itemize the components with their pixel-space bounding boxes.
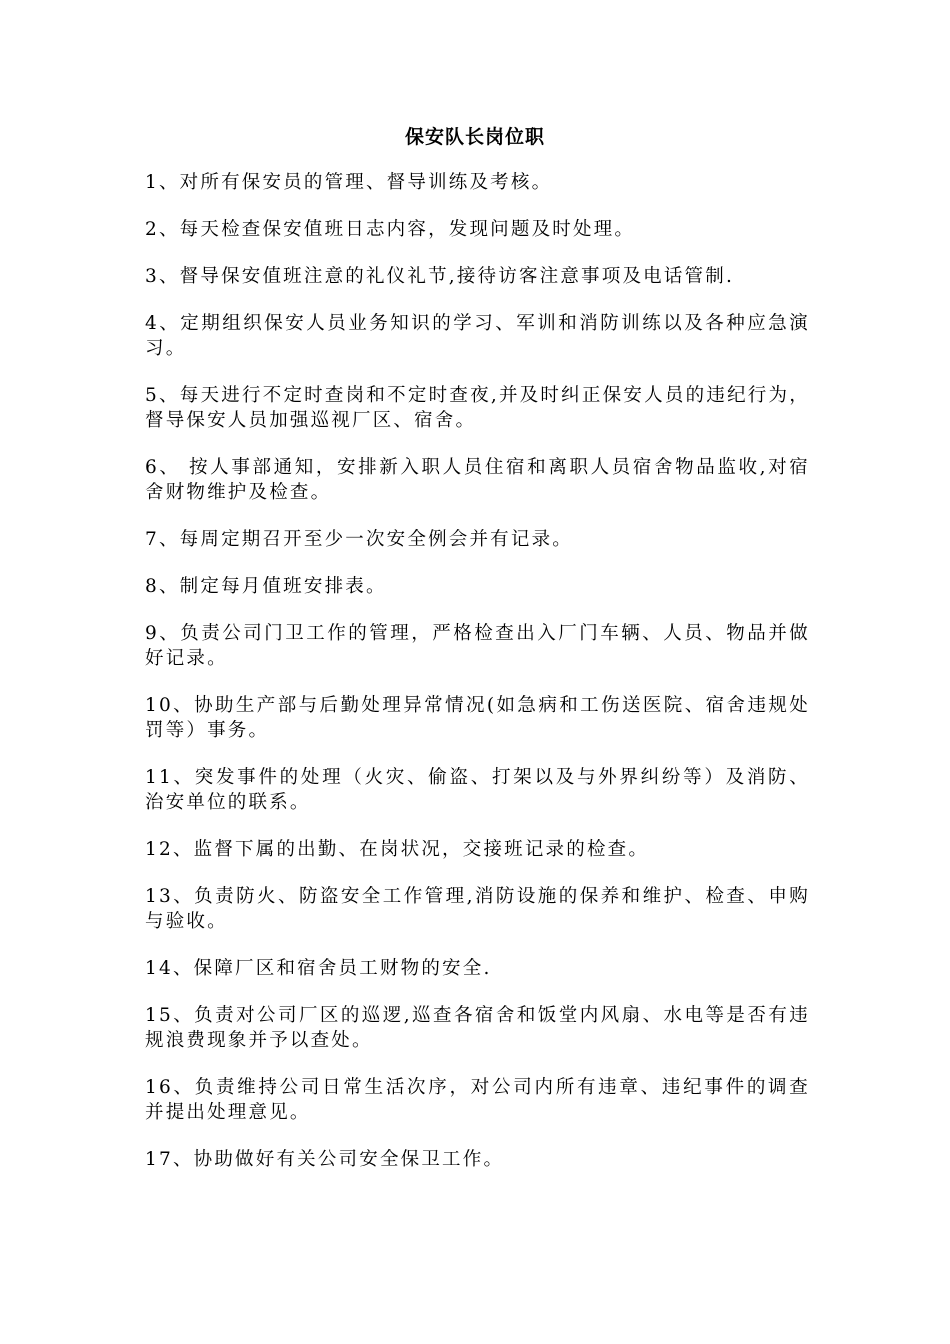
duty-item-8: 8、制定每月值班安排表。	[145, 576, 387, 597]
duty-item-6: 6、 按人事部通知，安排新入职人员住宿和离职人员宿舍物品监收,对宿舍财物维护及检查。	[145, 457, 810, 503]
duty-item-16: 16、负责维持公司日常生活次序，对公司内所有违章、违纪事件的调查并提出处理意见。	[145, 1077, 810, 1123]
duty-item-3: 3、督导保安值班注意的礼仪礼节,接待访客注意事项及电话管制.	[145, 266, 735, 287]
duty-item-11: 11、突发事件的处理（火灾、偷盗、打架以及与外界纠纷等）及消防、治安单位的联系。	[145, 767, 810, 813]
document-title: 保安队长岗位职	[404, 126, 545, 148]
duty-item-7: 7、每周定期召开至少一次安全例会并有记录。	[145, 529, 573, 550]
duty-item-5: 5、每天进行不定时查岗和不定时查夜,并及时纠正保安人员的违纪行为，督导保安人员加强巡视厂区、宿舍。	[145, 385, 810, 431]
duty-item-9: 9、负责公司门卫工作的管理，严格检查出入厂门车辆、人员、物品并做好记录。	[145, 623, 810, 669]
duty-item-13: 13、负责防火、防盗安全工作管理,消防设施的保养和维护、检查、申购与验收。	[145, 886, 810, 932]
duty-item-14: 14、保障厂区和宿舍员工财物的安全.	[145, 958, 492, 979]
duty-item-12: 12、监督下属的出勤、在岗状况，交接班记录的检查。	[145, 839, 650, 860]
duty-item-17: 17、协助做好有关公司安全保卫工作。	[145, 1149, 505, 1170]
duty-item-4: 4、定期组织保安人员业务知识的学习、军训和消防训练以及各种应急演习。	[145, 313, 810, 359]
duty-item-1: 1、对所有保安员的管理、督导训练及考核。	[145, 172, 553, 193]
duty-item-15: 15、负责对公司厂区的巡逻,巡查各宿舍和饭堂内风扇、水电等是否有违规浪费现象并予以查处。	[145, 1005, 810, 1051]
duty-item-2: 2、每天检查保安值班日志内容，发现问题及时处理。	[145, 219, 636, 240]
duty-item-10: 10、协助生产部与后勤处理异常情况(如急病和工伤送医院、宿舍违规处罚等）事务。	[145, 695, 810, 741]
duty-list	[145, 170, 810, 1194]
